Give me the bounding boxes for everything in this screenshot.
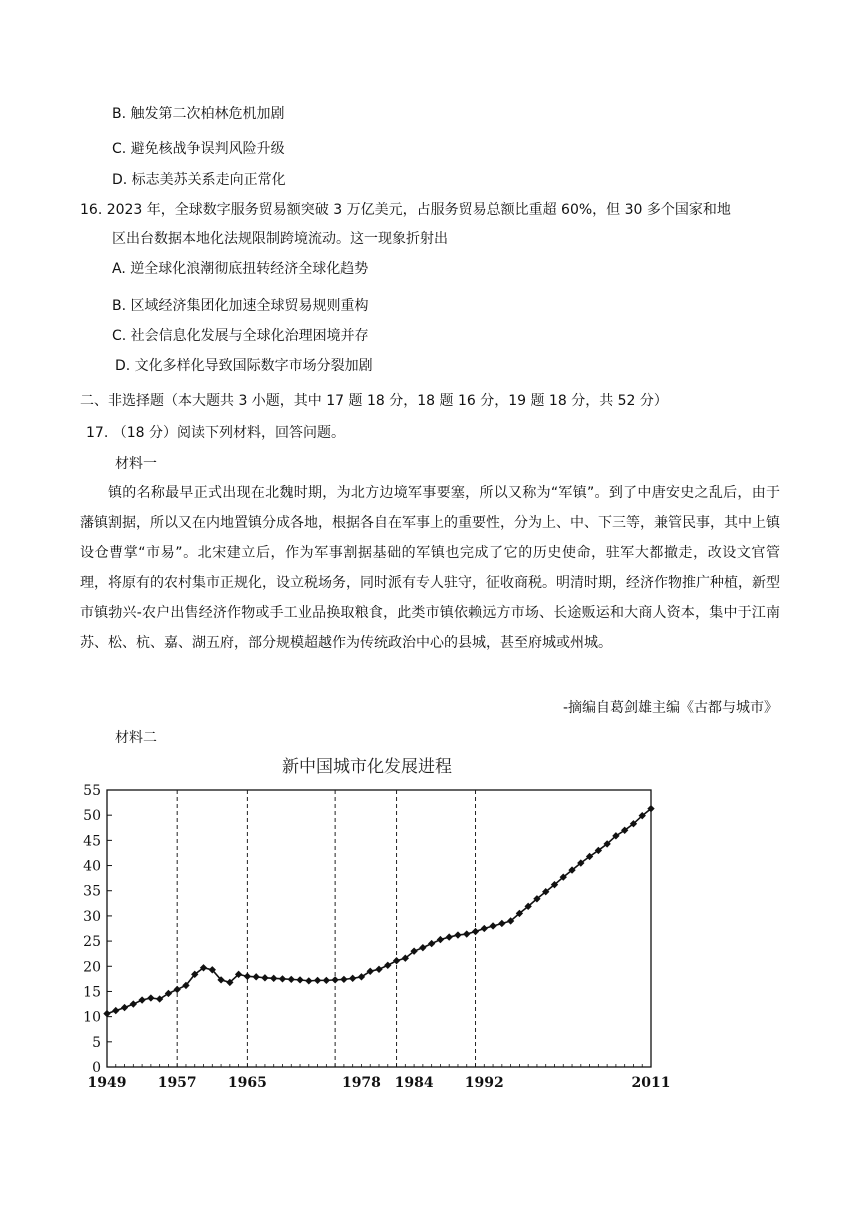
data-point-1954: [147, 994, 154, 1001]
q16-option-a: A. 逆全球化浪潮彻底扭转经济全球化趋势: [112, 261, 369, 277]
data-point-1976: [340, 976, 347, 983]
y-tick-label-5: 5: [92, 1034, 101, 1051]
x-tick-label-1949: 1949: [87, 1075, 127, 1091]
data-point-1993: [489, 922, 496, 929]
q16-stem-line2: 区出台数据本地化法规限制跨境流动。这一现象折射出: [112, 231, 448, 247]
q15-option-b: B. 触发第二次柏林危机加剧: [112, 106, 285, 122]
data-point-1955: [156, 995, 163, 1002]
data-point-1967: [261, 974, 268, 981]
data-point-1992: [481, 925, 488, 932]
data-point-1980: [375, 966, 382, 973]
data-point-1969: [279, 975, 286, 982]
x-tick-label-1978: 1978: [341, 1075, 381, 1091]
plot-frame: [107, 790, 651, 1067]
x-tick-label-1984: 1984: [394, 1075, 434, 1091]
q16-option-b: B. 区域经济集团化加速全球贸易规则重构: [112, 298, 369, 314]
material2-label: 材料二: [115, 730, 157, 746]
y-tick-label-15: 15: [83, 984, 101, 1001]
y-tick-label-40: 40: [83, 858, 101, 875]
series-line-0: [107, 809, 651, 1014]
q15-option-d: D. 标志美苏关系走向正常化: [112, 172, 286, 188]
data-point-1953: [138, 996, 145, 1003]
x-tick-label-1992: 1992: [464, 1075, 504, 1091]
data-point-1965: [244, 973, 251, 980]
material1-text: 镇的名称最早正式出现在北魏时期，为北方边境军事要塞，所以又称为“军镇”。到了中唐安史之乱后，由于藩镇割据，所以又在内地置镇分成各地，根据各自在军事上的重要性，分为上、中、下三等，兼管民事，其中上镇设仓曹掌“市易”。北宋建立后，作为军事割据基础的军镇也完成了它的历史使命，驻军大都撤走，改设文官管理，将原有的农村集市正规化，设立税场务，同时派有专人驻守，征收商税。明清时期，经济作物推广种植，新型市镇勃兴-农户出售经济作物或手工业品换取粮食，此类市镇依赖远方市场、长途贩运和大商人资本，集中于江南苏、松、杭、嘉、湖五府，部分规模超越作为传统政治中心的县城，甚至府城或州城。: [80, 485, 780, 651]
data-point-1975: [331, 976, 338, 983]
material1-label: 材料一: [115, 456, 157, 472]
data-point-1952: [130, 1000, 137, 1007]
section2-heading: 二、非选择题（本大题共 3 小题，其中 17 题 18 分，18 题 16 分，19 题 18 分，共 52 分）: [80, 393, 668, 409]
data-point-1988: [446, 933, 453, 940]
q17-stem: 17. （18 分）阅读下列材料，回答问题。: [86, 425, 345, 441]
urbanization-line-chart: [80, 748, 670, 1098]
q15-option-c: C. 避免核战争误判风险升级: [112, 141, 285, 157]
data-point-1994: [498, 920, 505, 927]
y-tick-label-50: 50: [83, 808, 101, 825]
data-point-1991: [472, 928, 479, 935]
data-point-1974: [323, 977, 330, 984]
x-tick-label-1965: 1965: [227, 1075, 267, 1091]
data-point-1950: [112, 1007, 119, 1014]
data-point-1985: [419, 944, 426, 951]
material1-source: -摘编自葛剑雄主编《古都与城市》: [562, 700, 778, 716]
data-point-1956: [165, 990, 172, 997]
data-point-1986: [428, 940, 435, 947]
data-point-1977: [349, 975, 356, 982]
y-tick-label-10: 10: [83, 1009, 101, 1026]
q16-stem-line1: 16. 2023 年，全球数字服务贸易额突破 3 万亿美元，占服务贸易总额比重超 60%，但 30 多个国家和地: [80, 202, 731, 218]
data-point-1970: [288, 976, 295, 983]
data-point-1951: [121, 1004, 128, 1011]
data-point-1971: [296, 976, 303, 983]
q16-option-d: D. 文化多样化导致国际数字市场分裂加剧: [115, 358, 373, 374]
data-point-1966: [252, 973, 259, 980]
data-point-1981: [384, 962, 391, 969]
data-point-1972: [305, 977, 312, 984]
data-point-1989: [454, 931, 461, 938]
chart-title: 新中国城市化发展进程: [282, 757, 452, 777]
y-tick-label-55: 55: [83, 783, 101, 799]
y-tick-label-45: 45: [83, 833, 101, 850]
data-point-1973: [314, 977, 321, 984]
data-point-1957: [174, 986, 181, 993]
y-tick-label-35: 35: [83, 883, 101, 900]
x-tick-label-2011: 2011: [631, 1075, 670, 1091]
y-tick-label-25: 25: [83, 934, 101, 951]
data-point-1987: [437, 936, 444, 943]
x-tick-label-1957: 1957: [157, 1075, 197, 1091]
data-point-1968: [270, 975, 277, 982]
q16-option-c: C. 社会信息化发展与全球化治理困境并存: [112, 328, 369, 344]
data-point-1982: [393, 957, 400, 964]
y-tick-label-20: 20: [83, 959, 101, 976]
data-point-1978: [358, 973, 365, 980]
y-tick-label-0: 0: [92, 1060, 101, 1076]
y-tick-label-30: 30: [83, 908, 101, 925]
data-point-1990: [463, 930, 470, 937]
